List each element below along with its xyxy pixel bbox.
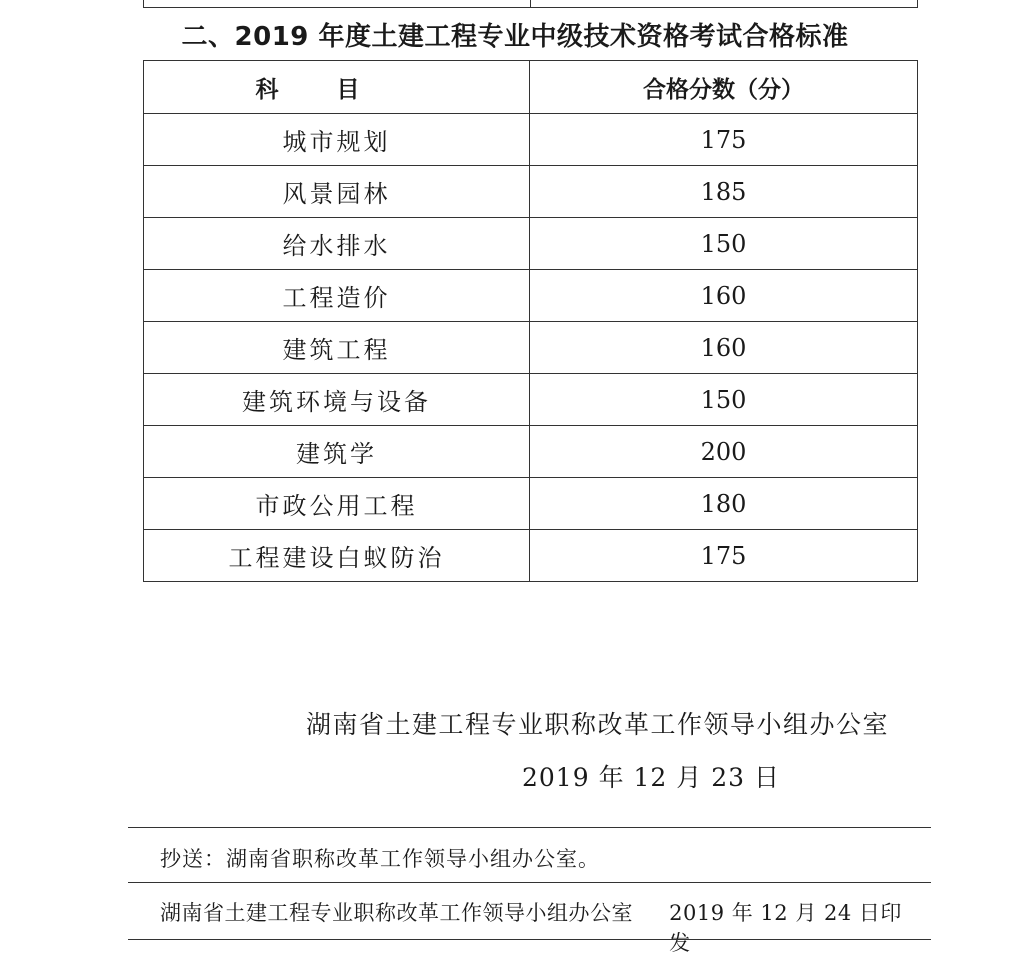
subject-cell: 城市规划: [144, 114, 530, 166]
cc-line: 抄送：湖南省职称改革工作领导小组办公室。: [160, 847, 600, 871]
table-row: [144, 218, 918, 270]
score-cell: 150: [530, 374, 918, 426]
header-subject: 科目: [144, 61, 530, 114]
header-score: 合格分数（分）: [530, 61, 918, 114]
score-cell: 160: [530, 270, 918, 322]
subject-cell: 建筑学: [144, 426, 530, 478]
footer-divider-bottom: [128, 939, 931, 940]
passing-score-table: [143, 60, 918, 582]
print-office: 湖南省土建工程专业职称改革工作领导小组办公室: [160, 901, 633, 925]
table-row: [144, 530, 918, 582]
subject-cell: 给水排水: [144, 218, 530, 270]
score-cell: 175: [530, 114, 918, 166]
subject-cell: 市政公用工程: [144, 478, 530, 530]
footer-divider-top: [128, 827, 931, 828]
table-row: [144, 270, 918, 322]
score-cell: 185: [530, 166, 918, 218]
print-line: [160, 897, 920, 957]
subject-cell: 建筑环境与设备: [144, 374, 530, 426]
section-title: 二、2019 年度土建工程专业中级技术资格考试合格标准: [181, 22, 849, 52]
table-row: [144, 322, 918, 374]
previous-table-bottom: [143, 0, 918, 8]
print-date: 2019 年 12 月 24 日印发: [669, 901, 902, 955]
table-row: [144, 166, 918, 218]
table-row: [144, 478, 918, 530]
score-cell: 200: [530, 426, 918, 478]
subject-cell: 风景园林: [144, 166, 530, 218]
table-header-row: [144, 61, 918, 114]
issue-date: 2019 年 12 月 23 日: [522, 763, 780, 792]
score-cell: 180: [530, 478, 918, 530]
table-row: [144, 426, 918, 478]
table-row: [144, 374, 918, 426]
table-row: [144, 114, 918, 166]
subject-cell: 工程建设白蚁防治: [144, 530, 530, 582]
subject-cell: 建筑工程: [144, 322, 530, 374]
subject-cell: 工程造价: [144, 270, 530, 322]
footer-divider-middle: [128, 882, 931, 883]
issuer-name: 湖南省土建工程专业职称改革工作领导小组办公室: [306, 710, 890, 739]
score-cell: 160: [530, 322, 918, 374]
score-cell: 150: [530, 218, 918, 270]
score-cell: 175: [530, 530, 918, 582]
